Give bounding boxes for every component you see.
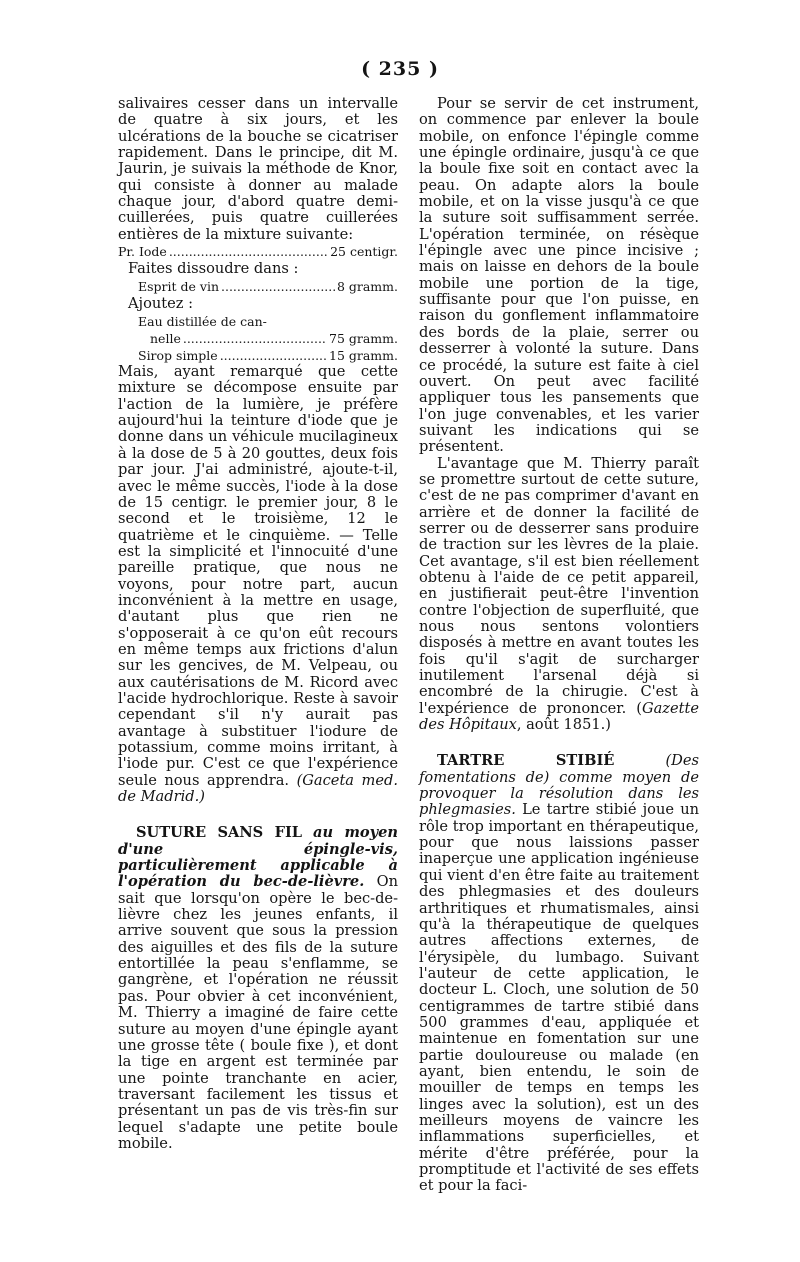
right-para-2-source: (Gazette des Hôpitaux, août 1851.): [419, 699, 700, 734]
recipe-heading-dissolve: Faites dissoudre dans :: [128, 260, 299, 278]
recipe-heading-add: Ajoutez :: [128, 295, 193, 313]
section-tartre-title: TARTRE STIBIÉ: [437, 752, 615, 770]
recipe-leader: [169, 243, 328, 260]
section-suture-body: On sait que lorsqu'on opère le bec-de-lièvre chez les jeunes enfants, il arrive souvent que sous la pression des aiguilles et des fils de la suture entortillée la peau s'enflamme, se gangrène, et l'opération ne réussit pas. Pour obvier à cet inconvénient, M. Thierry a imaginé de faire cette suture au moyen d'une épingle ayant une grosse tête ( boule fixe ), et dont la tige en argent est terminée par une pointe tranchante en acier, traversant facilement les tissus et présentant un pas de vis très-fin sur lequel s'adapte une petite boule mobile.: [118, 873, 398, 1152]
right-para-2: [419, 456, 699, 734]
section-tartre-body: Le tartre stibié joue un rôle trop important en thérapeutique, pour que nous laissions passer inaperçue une application ingénieuse qui vient d'en être faite au traitement des phlegmasies et des douleurs arthritiques et rhumatismales, ainsi qu'à la thérapeutique de quelques autres affections externes, de l'érysipèle, du lumbago. Suivant l'auteur de cette application, le docteur L. Cloch, une solution de 50 centigrammes de tartre stibié dans 500 grammes d'eau, appliquée et maintenue en fomentation sur une partie douloureuse ou malade (en ayant, bien entendu, le soin de mouiller de temps en temps les linges avec la solution), est un des meilleurs moyens de vaincre les inflammations superficielles, et mérite d'être préférée, pour la promptitude et l'activité de ses effets et pour la faci-: [419, 801, 700, 1195]
recipe-line-iode: [118, 243, 398, 260]
recipe-label: Esprit de vin: [138, 279, 219, 295]
recipe-line-sirop: [118, 347, 398, 364]
recipe-line-eau-a: Eau distillée de can-: [138, 314, 267, 330]
recipe-value: 75 gramm.: [329, 331, 398, 347]
recipe-label: Sirop simple: [138, 348, 218, 364]
left-para-2-text: Mais, ayant remarqué que cette mixture se décompose ensuite par l'action de la lumière, je préfère aujourd'hui la teinture d'iode que je donne dans un véhicule mucilagineux à la dose de 5 à 20 gouttes, deux fois par jour. J'ai administré, ajoute-t-il, avec le même succès, l'iode à la dose de 15 centigr. le premier jour, 8 le second et le troisième, 12 le quatrième et le cinquième. — Telle est la simplicité et l'innocuité d'une pareille pratique, que nous ne voyons, pour notre part, aucun inconvénient à la mettre en usage, d'autant plus que rien ne s'opposerait à ce qu'on eût recours en même temps aux frictions d'alun sur les gencives, de M. Velpeau, ou aux cautérisations de M. Ricord avec l'acide hydrochlorique. Reste à savoir cependant s'il n'y aurait pas avantage à substituer l'iodure de potassium, comme moins irritant, à l'iode pur. C'est ce que l'expérience seule nous apprendra.: [118, 363, 398, 789]
recipe-label: Pr. Iode: [118, 244, 167, 260]
recipe-line-eau: [118, 330, 398, 347]
right-para-1: Pour se servir de cet instrument, on commence par enlever la boule mobile, on enfonce l'épingle comme une épingle ordinaire, jusqu'à ce que la boule fixe soit en contact avec la peau. On adapte alors la boule mobile, et on la visse jusqu'à ce que la suture soit suffisamment serrée. L'opération terminée, on résèque l'épingle avec une pince incisive ; mais on laisse en dehors de la boule mobile une portion de la tige, suffisante pour que l'on puisse, en raison du gonflement inflammatoire des bords de la plaie, serrer ou desserrer à volonté la suture. Dans ce procédé, la suture est faite à ciel ouvert. On peut avec facilité appliquer tous les pansements que l'on juge convenables, et les varier suivant les indications qui se présentent.: [419, 95, 699, 456]
recipe-value: 15 gramm.: [329, 348, 398, 364]
left-para-2: [118, 364, 398, 805]
recipe-value: 8 gramm.: [336, 279, 398, 295]
recipe-leader: [183, 330, 327, 347]
section-gap: [419, 733, 699, 753]
recipe-line-esprit: [118, 278, 398, 295]
section-tartre-subtitle: (Des fomentations de) comme moyen de provoquer la résolution dans les phlegmasies.: [419, 752, 699, 819]
section-suture-subtitle: au moyen d'une épingle-vis, particulièrement applicable à l'opération du bec-de-lièvre.: [118, 824, 398, 891]
recipe-leader: [220, 347, 327, 364]
recipe-label: nelle: [150, 331, 181, 347]
right-column: [419, 96, 699, 1195]
left-column: [118, 96, 398, 1152]
page-number: ( 235 ): [361, 58, 439, 80]
section-suture-title: SUTURE SANS FIL: [136, 824, 303, 842]
recipe: [118, 243, 398, 364]
section-tartre: [419, 753, 699, 1194]
recipe-leader: [221, 278, 335, 295]
right-para-2-text: L'avantage que M. Thierry paraît se promettre surtout de cette suture, c'est de ne pas comprimer d'avant en arrière et de donner la facilité de serrer ou de desserrer sans produire de traction sur les lèvres de la plaie. Cet avantage, s'il est bien réellement obtenu à l'aide de ce petit appareil, en justifierait peut-être l'invention contre l'objection de superfluité, que nous nous sentons volontiers disposés à mettre en avant toutes les fois qu'il s'agit de surcharger inutilement l'arsenal déjà si encombré de la chirugie. C'est à l'expérience de prononcer.: [419, 454, 699, 717]
recipe-value: 25 centigr.: [330, 244, 398, 260]
left-para-1: salivaires cesser dans un intervalle de quatre à six jours, et les ulcérations de la bouche se cicatriser rapidement. Dans le principe, dit M. Jaurin, je suivais la méthode de Knor, qui consiste à donner au malade chaque jour, d'abord quatre demi-cuillerées, puis quatre cuillerées entières de la mixture suivante:: [118, 95, 398, 243]
section-gap: [118, 805, 398, 825]
section-suture: [118, 825, 398, 1152]
left-para-2-source: (Gaceta med. de Madrid.): [118, 771, 398, 806]
